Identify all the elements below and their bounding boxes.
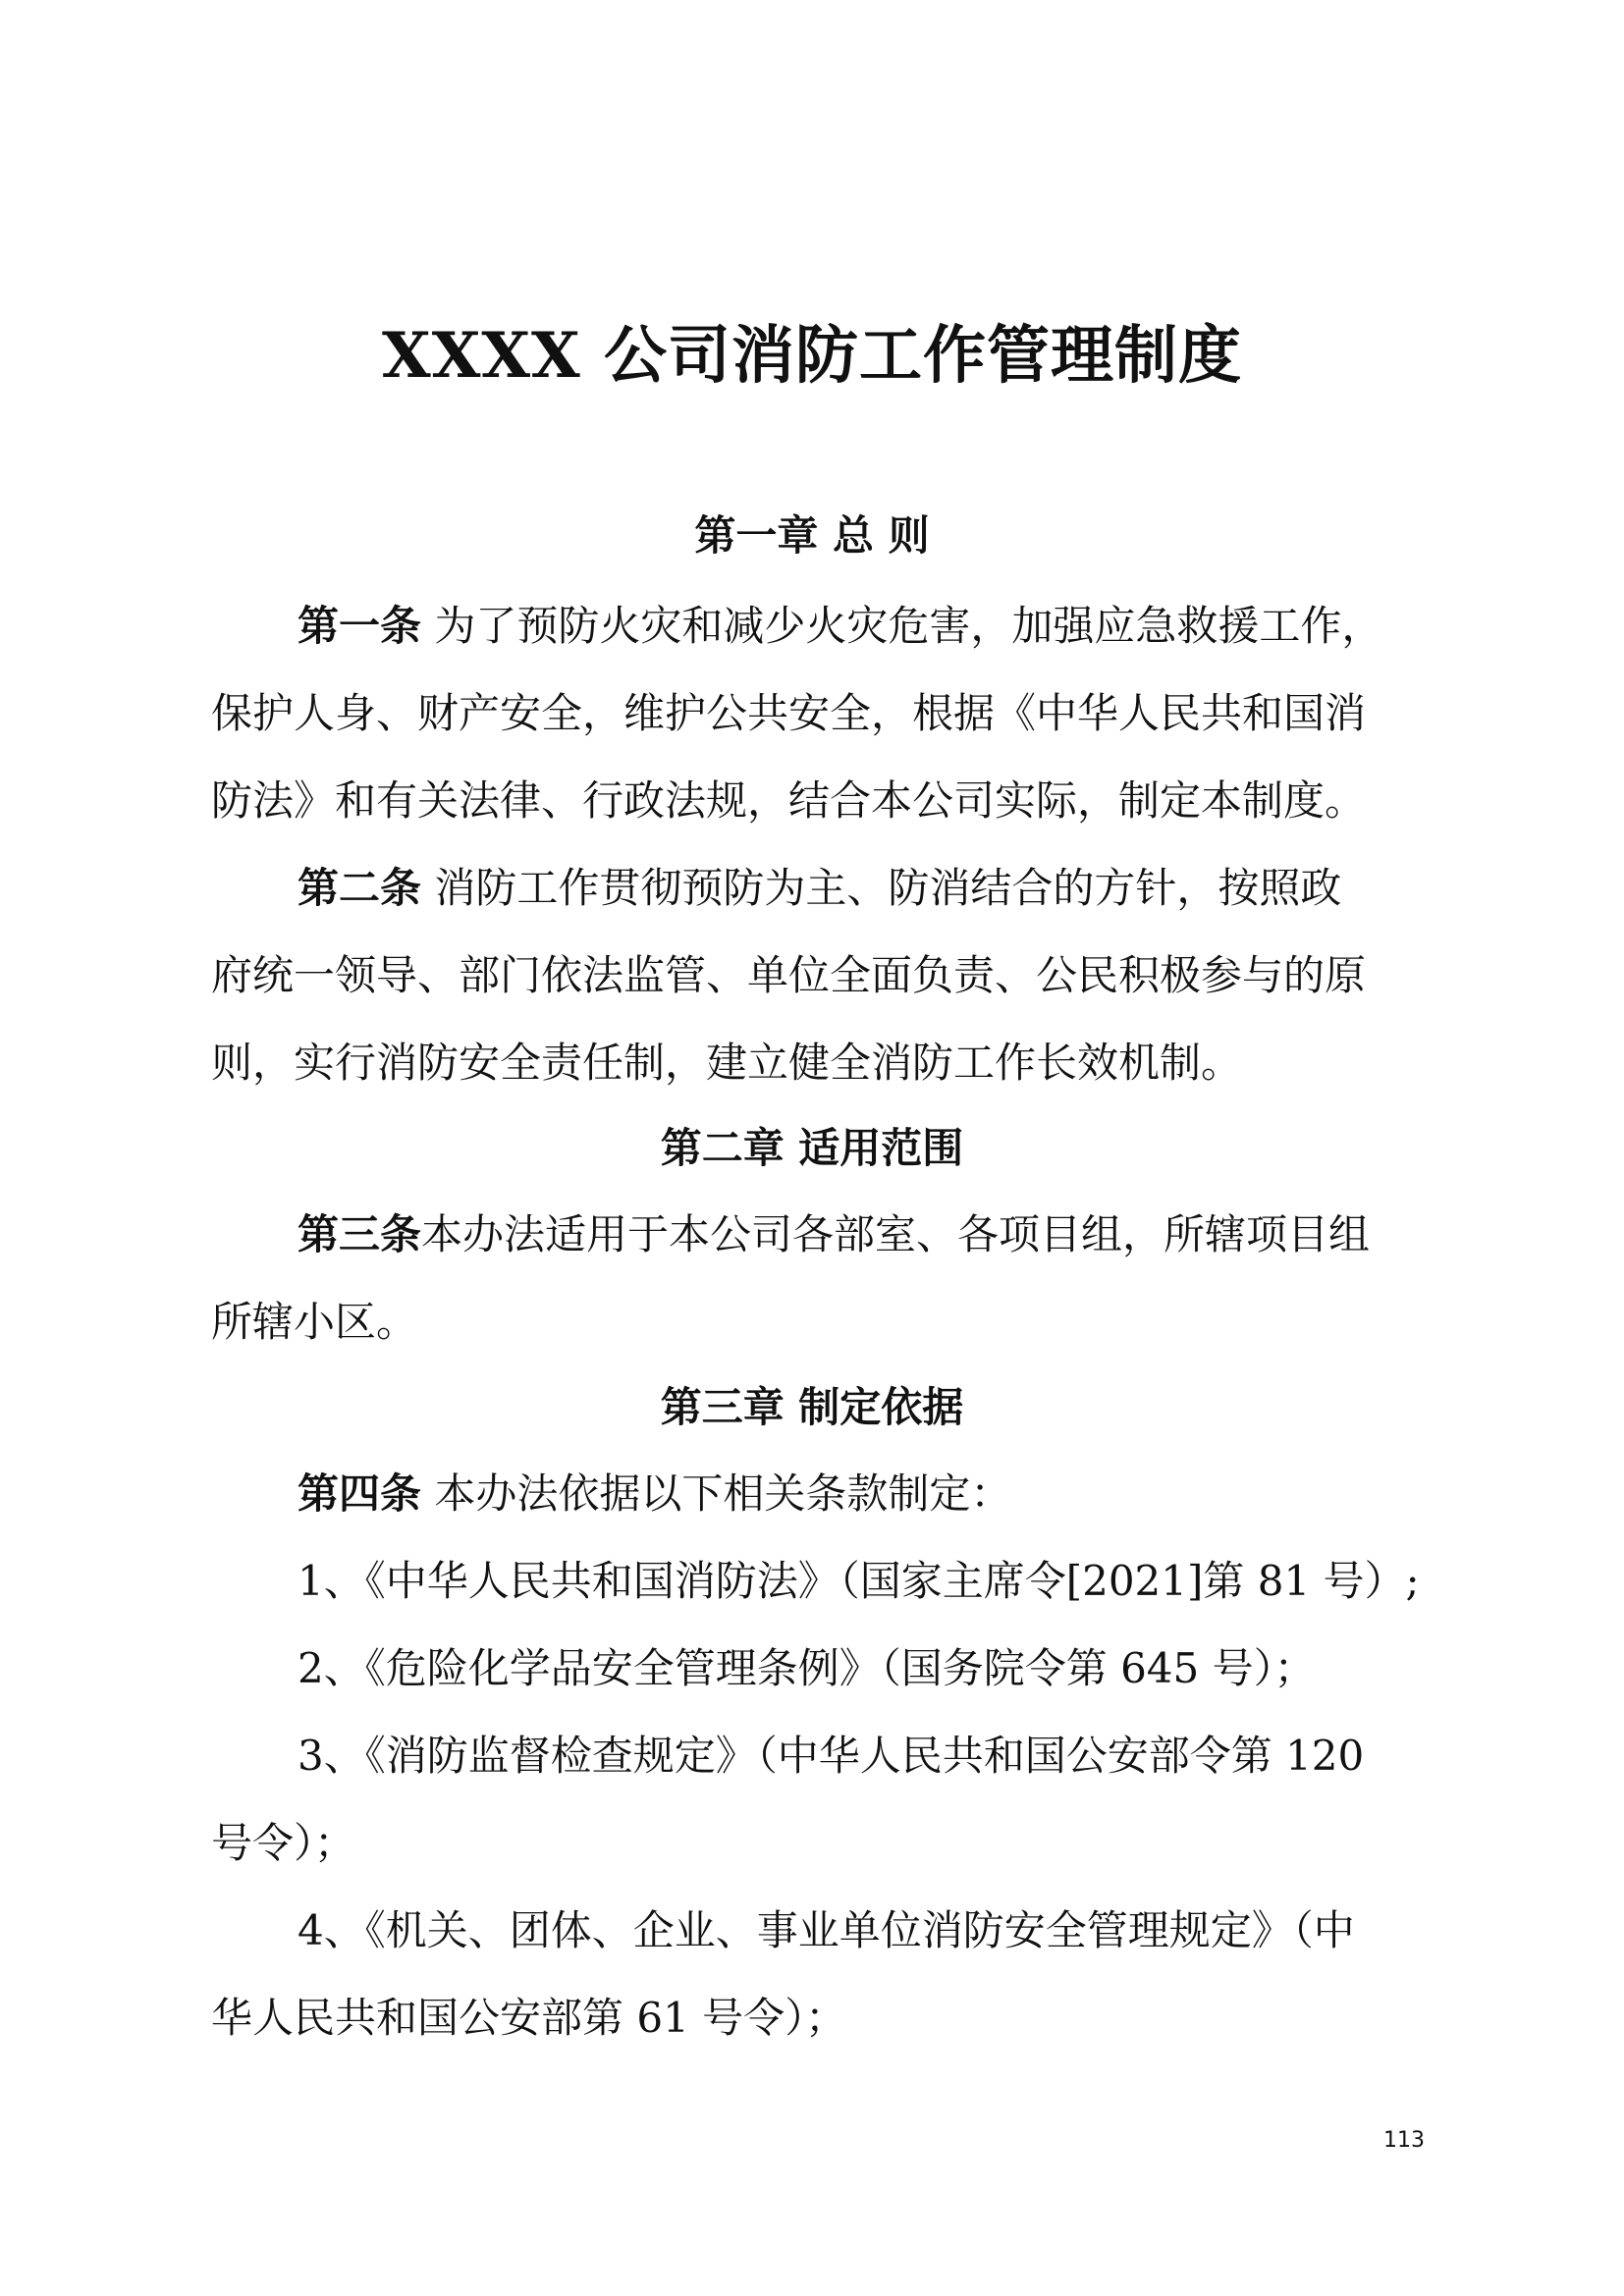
article-1-line-2: 保护人身、财产安全，维护公共安全，根据《中华人民共和国消 bbox=[211, 689, 1367, 737]
page-number: 113 bbox=[1383, 2128, 1425, 2153]
article-4-label: 第四条 bbox=[298, 1469, 422, 1518]
article-2-text: 消防工作贯彻预防为主、防消结合的方针，按照政 bbox=[434, 864, 1342, 912]
document-title: XXXX 公司消防工作管理制度 bbox=[382, 319, 1242, 393]
chapter-1-heading: 第一章 总 则 bbox=[694, 511, 930, 560]
article-4-first-line bbox=[298, 1465, 1429, 1523]
reference-item-4: 4、《机关、团体、企业、事业单位消防安全管理规定》（中 bbox=[298, 1906, 1355, 1954]
chapter-2-heading: 第二章 适用范围 bbox=[660, 1124, 964, 1172]
article-3-text: 本办法适用于本公司各部室、各项目组，所辖项目组 bbox=[421, 1210, 1371, 1258]
article-1-line-3: 防法》和有关法律、行政法规，结合本公司实际，制定本制度。 bbox=[211, 776, 1367, 825]
article-1-text: 为了预防火灾和减少火灾危害，加强应急救援工作， bbox=[434, 602, 1383, 650]
article-1-first-line bbox=[298, 597, 1429, 656]
article-2-first-line bbox=[298, 859, 1429, 918]
article-2-line-2: 府统一领导、部门依法监管、单位全面负责、公民积极参与的原 bbox=[211, 951, 1367, 999]
reference-item-4-continued: 华人民共和国公安部第 61 号令）； bbox=[211, 1994, 847, 2042]
reference-item-1: 1、《中华人民共和国消防法》（国家主席令[2021]第 81 号）; bbox=[298, 1557, 1420, 1605]
article-4-intro: 本办法依据以下相关条款制定： bbox=[434, 1469, 1012, 1518]
reference-item-3-continued: 号令）； bbox=[211, 1819, 356, 1867]
article-3-label: 第三条 bbox=[298, 1210, 422, 1258]
article-2-line-3: 则，实行消防安全责任制，建立健全消防工作长效机制。 bbox=[211, 1039, 1243, 1087]
chapter-3-heading: 第三章 制定依据 bbox=[660, 1383, 964, 1431]
article-3-first-line bbox=[298, 1205, 1429, 1264]
reference-item-3: 3、《消防监督检查规定》（中华人民共和国公安部令第 120 bbox=[298, 1732, 1365, 1780]
article-3-line-2: 所辖小区。 bbox=[211, 1298, 418, 1346]
article-1-label: 第一条 bbox=[298, 602, 422, 650]
reference-item-2: 2、《危险化学品安全管理条例》（国务院令第 645 号）； bbox=[298, 1644, 1316, 1692]
article-2-label: 第二条 bbox=[298, 864, 422, 912]
